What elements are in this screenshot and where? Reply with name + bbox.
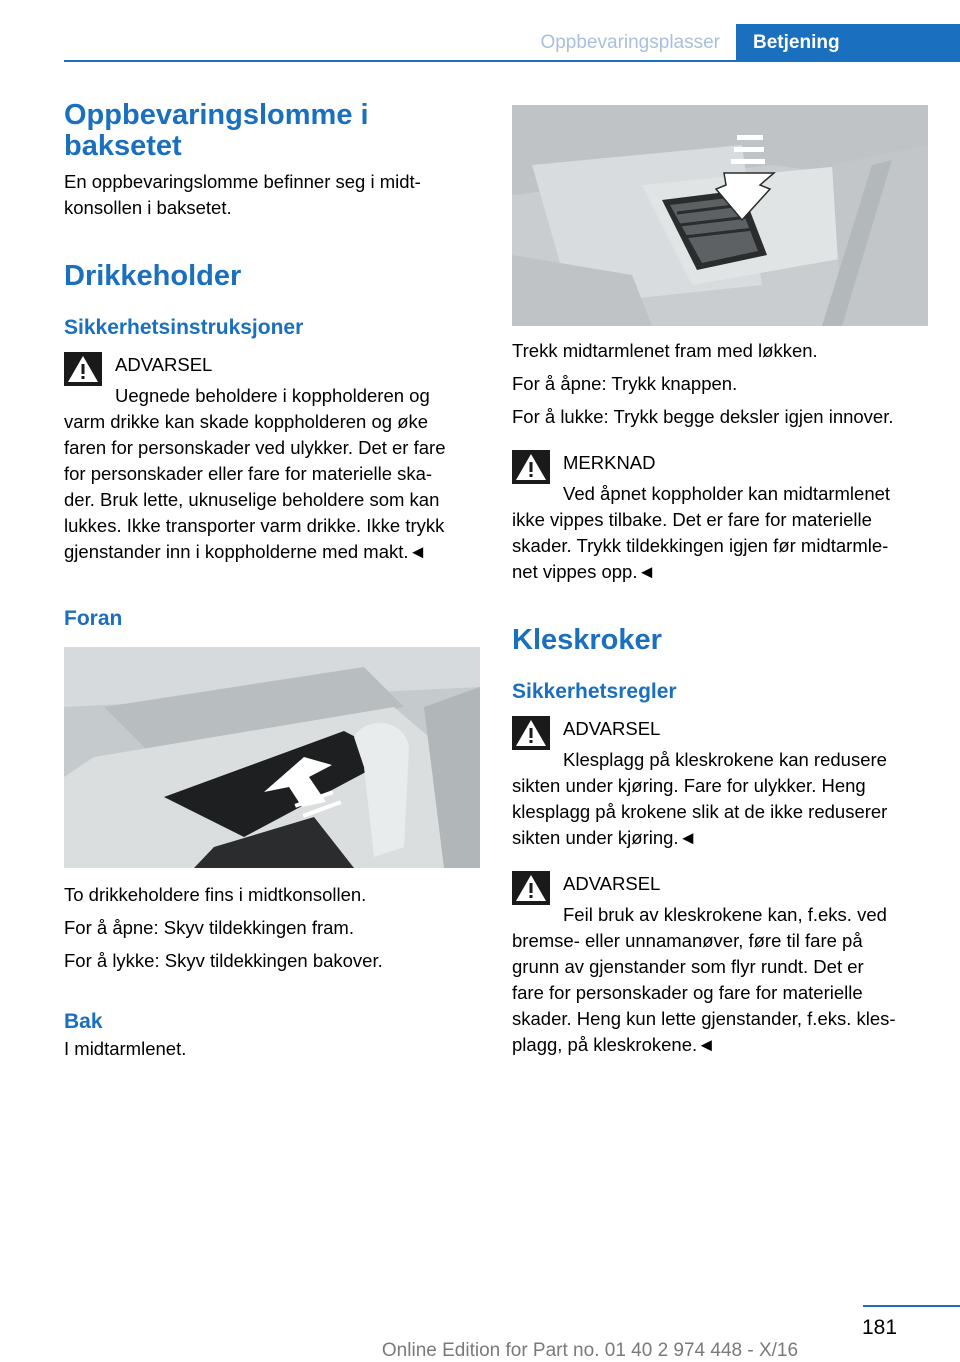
text-line: fare for personskader og fare for materielle — [512, 982, 863, 1003]
warning-triangle-icon — [512, 450, 550, 484]
intro-paragraph — [64, 169, 480, 221]
subsection-title-safety-rules: Sikkerhetsregler — [512, 680, 677, 703]
warning-block — [512, 871, 928, 1058]
page-number: 181 — [862, 1316, 898, 1339]
section-title-coat-hooks: Kleskroker — [512, 624, 662, 656]
section-title-cupholder: Drikkeholder — [64, 260, 242, 292]
text-line: klesplagg på krokene slik at de ikke reduserer — [512, 801, 888, 822]
text-line: faren for personskader ved ulykker. Det er fare — [64, 437, 446, 458]
right-column — [512, 105, 928, 1058]
text-line: sikten under kjøring.◄ — [512, 827, 697, 848]
text-line: Uegnede beholdere i koppholderen og — [115, 385, 430, 406]
warning-triangle-icon — [512, 716, 550, 750]
header-rule — [64, 60, 960, 62]
text-line: der. Bruk lette, uknuselige beholdere som kan — [64, 489, 440, 510]
warning-label: ADVARSEL — [115, 354, 213, 375]
header-section-title: Oppbevaringsplasser — [540, 32, 720, 53]
text-line: skader. Trykk tildekkingen igjen før midtarmle- — [512, 535, 889, 556]
text-line: varm drikke kan skade koppholderen og øke — [64, 411, 429, 432]
subsection-title-back: Bak — [64, 1010, 103, 1033]
text-line: Ved åpnet koppholder kan midtarmlenet — [563, 483, 891, 504]
text-line: konsollen i baksetet. — [64, 197, 232, 218]
note-label: MERKNAD — [563, 452, 656, 473]
front-line-2: For å åpne: Skyv tildekkingen fram. — [64, 917, 354, 938]
warning-block — [64, 352, 480, 565]
subsection-title-safety: Sikkerhetsinstruksjoner — [64, 316, 304, 339]
text-line: grunn av gjenstander som flyr rundt. Det er — [512, 956, 864, 977]
text-line: net vippes opp.◄ — [512, 561, 656, 582]
rear-line-3: For å lukke: Trykk begge deksler igjen innover. — [512, 406, 894, 427]
rear-line-1: Trekk midtarmlenet fram med løkken. — [512, 340, 818, 361]
text-line: sikten under kjøring. Fare for ulykker. Heng — [512, 775, 866, 796]
front-cupholder-photo — [64, 647, 480, 868]
subsection-title-front: Foran — [64, 607, 123, 630]
rear-line-2: For å åpne: Trykk knappen. — [512, 373, 738, 394]
title-line: baksetet — [64, 130, 182, 162]
warning-triangle-icon — [512, 871, 550, 905]
text-line: for personskader eller fare for materielle ska- — [64, 463, 433, 484]
header-chapter-tab: Betjening — [736, 24, 960, 62]
text-line: bremse- eller unnamanøver, føre til fare på — [512, 930, 863, 951]
text-line: plagg, på kleskrokene.◄ — [512, 1034, 716, 1055]
back-line-1: I midtarmlenet. — [64, 1038, 187, 1059]
text-line: gjenstander inn i koppholderne med makt.◄ — [64, 541, 427, 562]
page-title-storage-pocket — [64, 100, 480, 162]
text-line: ikke vippes tilbake. Det er fare for materielle — [512, 509, 872, 530]
text-line: Feil bruk av kleskrokene kan, f.eks. ved — [563, 904, 887, 925]
text-line: lukkes. Ikke transporter varm drikke. Ikke trykk — [64, 515, 445, 536]
footer-edition-text: Online Edition for Part no. 01 40 2 974 448 - X/16 — [381, 1340, 799, 1361]
left-column — [64, 100, 480, 1062]
footer-rule — [863, 1305, 960, 1307]
warning-label: ADVARSEL — [563, 718, 661, 739]
text-line: Klesplagg på kleskrokene kan redusere — [563, 749, 887, 770]
note-block — [512, 450, 928, 585]
rear-armrest-photo — [512, 105, 928, 326]
warning-triangle-icon — [64, 352, 102, 386]
text-line: skader. Heng kun lette gjenstander, f.eks. kles- — [512, 1008, 896, 1029]
front-line-1: To drikkeholdere fins i midtkonsollen. — [64, 884, 367, 905]
warning-label: ADVARSEL — [563, 873, 661, 894]
title-line: Oppbevaringslomme i — [64, 99, 369, 131]
warning-block — [512, 716, 928, 851]
front-line-3: For å lykke: Skyv tildekkingen bakover. — [64, 950, 383, 971]
text-line: En oppbevaringslomme befinner seg i midt- — [64, 171, 421, 192]
